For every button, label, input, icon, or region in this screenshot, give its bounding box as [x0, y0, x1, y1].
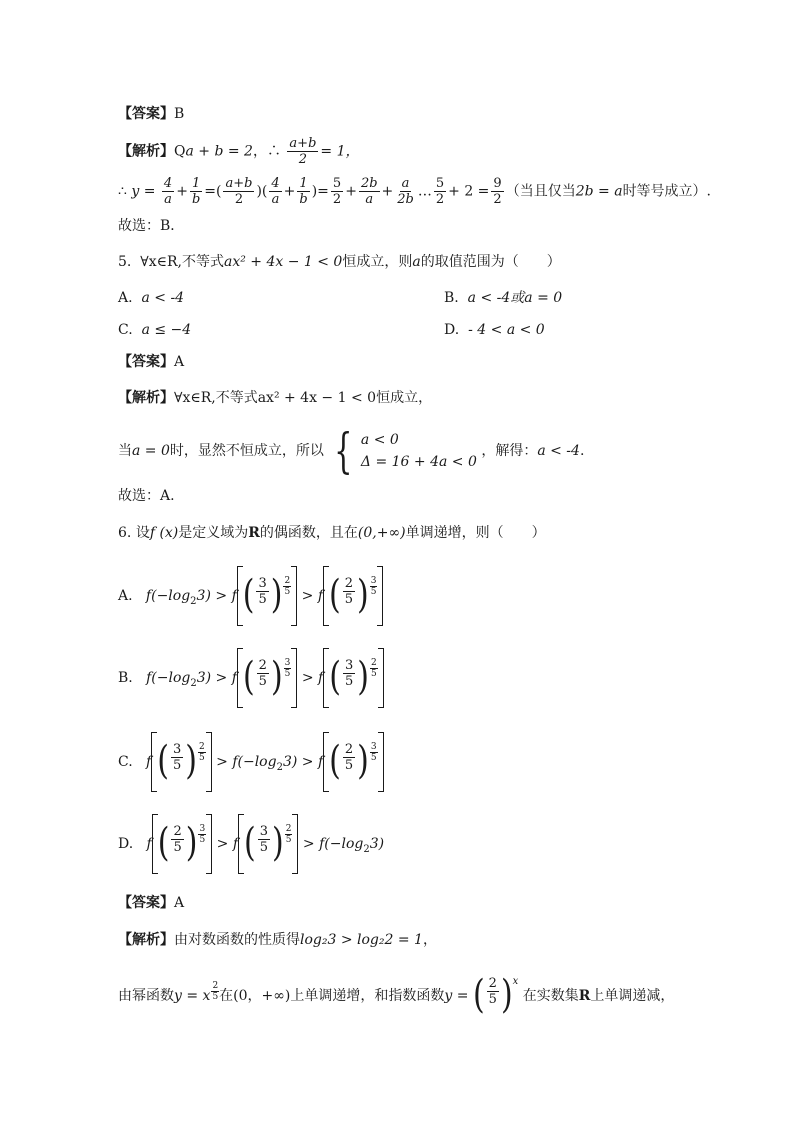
- analysis-pre: 由对数函数的性质得: [174, 932, 300, 948]
- stem-R: R: [248, 525, 260, 541]
- stem-interval: (0,+∞): [357, 525, 406, 541]
- stem-fx: f (x): [149, 525, 179, 541]
- analysis-label: 【解析】: [118, 932, 174, 948]
- q6-answer: [118, 893, 184, 913]
- analysis-end: 上单调递减，: [590, 988, 675, 1004]
- stem-inequality: ax² + 4x − 1 < 0: [223, 254, 343, 270]
- answer-label: 【答案】: [118, 106, 174, 122]
- solve-label: ，解得：: [481, 443, 538, 459]
- math-tail: = 1，: [320, 143, 360, 160]
- symbol-q: Q: [174, 143, 186, 160]
- q6-stem: [118, 523, 546, 543]
- q4-answer: [118, 104, 184, 124]
- power-function: y = x: [174, 988, 211, 1004]
- math-eq: a + b = 2: [185, 143, 253, 160]
- analysis-text: ∀x∈R,不等式ax² + 4x − 1 < 0恒成立，: [174, 390, 433, 406]
- q6-option-c[interactable]: C. f ( $\frac{3}{5}$ ) 2 5 > $f(-\log_23) > f$ ( $\frac{2}{5}$ ) 3 5: [118, 732, 384, 798]
- answer-value: B: [174, 106, 185, 122]
- answer-label: 【答案】: [118, 895, 174, 911]
- q5-analysis-line2: [118, 423, 585, 479]
- analysis-end: ，: [422, 932, 437, 948]
- q5-option-c[interactable]: C. a ≤ −4: [118, 322, 192, 338]
- equality-note: （当且仅当: [505, 183, 576, 200]
- fraction: $\frac{a+b}{2}$: [289, 136, 317, 167]
- stem-post: 的取值范围为（ ）: [420, 254, 561, 270]
- stem-mid: 恒成立，则: [342, 254, 413, 270]
- solve-result: a < -4: [537, 443, 580, 459]
- q5-analysis-line1: [118, 388, 432, 408]
- analysis-mid: 在(0，+∞)上单调递增，和指数函数: [219, 988, 445, 1004]
- analysis-pre: 由幂函数: [118, 988, 174, 1004]
- stem-mid: 是定义域为: [178, 525, 249, 541]
- q5-option-a[interactable]: A. a < -4: [118, 290, 185, 306]
- analysis-label: 【解析】: [118, 390, 174, 406]
- q6-analysis-line2: 由幂函数y = x $\frac{2}{5}$ 在(0，+∞)上单调递增，和指数函数y = ( $\frac{2}{5}$ ) x 在实数集R上单调递减，: [118, 972, 675, 1019]
- q6-analysis-line1: [118, 930, 437, 950]
- exp-base: ( $\frac{2}{5}$ ) x: [472, 972, 519, 1019]
- question-number: 6.: [118, 525, 132, 541]
- q5-option-d[interactable]: D. - 4 < a < 0: [444, 322, 545, 338]
- case-mid: 时，显然不恒成立，所以: [169, 443, 324, 459]
- answer-value: A: [174, 354, 185, 370]
- inequality-system: { a < 0 Δ = 16 + 4a < 0: [334, 423, 477, 479]
- q4-conclusion: 故选：B．: [118, 218, 185, 234]
- q4-analysis-line1: [118, 136, 359, 167]
- q5-answer: [118, 352, 184, 372]
- q6-option-b[interactable]: B. $f(-\log_23) > f$ ( $\frac{2}{5}$ ) 3 5 > f ( $\frac{3}{5}$ ) 2 5: [118, 648, 384, 714]
- q6-option-a[interactable]: A. $f(-\log_23) > f$ ( $\frac{3}{5}$ ) 2 5 > f ( $\frac{2}{5}$ ) 3 5: [118, 566, 383, 632]
- answer-value: A: [174, 895, 185, 911]
- solve-end: .: [579, 443, 585, 459]
- stem-pre: 设: [135, 525, 150, 541]
- q5-option-b[interactable]: B. a < -4或a = 0: [444, 290, 563, 306]
- exp-function: y =: [444, 988, 469, 1004]
- case-pre: 当: [118, 443, 132, 459]
- stem-post: 单调递增，则（ ）: [405, 525, 546, 541]
- therefore-symbol: ∴: [118, 183, 127, 200]
- analysis-math: log₂3 > log₂2 = 1: [300, 932, 423, 948]
- q4-analysis-line2: ∴ y = $\frac{4}{a}$ + $\frac{1}{b}$ =( $\frac{a+b}{2}$ )( $\frac{4}{a}$ + $\frac{1}{b}$ )= $\frac{5}{2}$ + $\frac{2b}{a}$ + $\frac{a}{2b}$ … $\frac{5}{2}$ + 2 = $\frac{9}{2}$ （当且仅当2b = a时等号成立）.: [118, 176, 712, 207]
- answer-label: 【答案】: [118, 354, 174, 370]
- equality-note-tail: 时等号成立）.: [622, 183, 712, 200]
- q6-option-d[interactable]: D. f ( $\frac{2}{5}$ ) 3 5 > f ( $\frac{3}{5}$ ) 2 5 > $f(-\log_23)$: [118, 814, 384, 880]
- stem-mid2: 的偶函数，且在: [259, 525, 358, 541]
- analysis-R: R: [578, 988, 591, 1004]
- case-condition: a = 0: [132, 443, 170, 459]
- q5-stem: [118, 252, 561, 272]
- stem-var: a: [412, 254, 421, 270]
- question-number: 5.: [118, 254, 132, 270]
- analysis-label: 【解析】: [118, 143, 174, 160]
- analysis-mid2: 在实数集: [522, 988, 579, 1004]
- equality-condition: 2b = a: [575, 183, 623, 200]
- stem-pre: ∀x∈R,不等式: [140, 254, 224, 270]
- separator: ，∴: [252, 143, 281, 160]
- q5-conclusion: 故选：A.: [118, 488, 175, 504]
